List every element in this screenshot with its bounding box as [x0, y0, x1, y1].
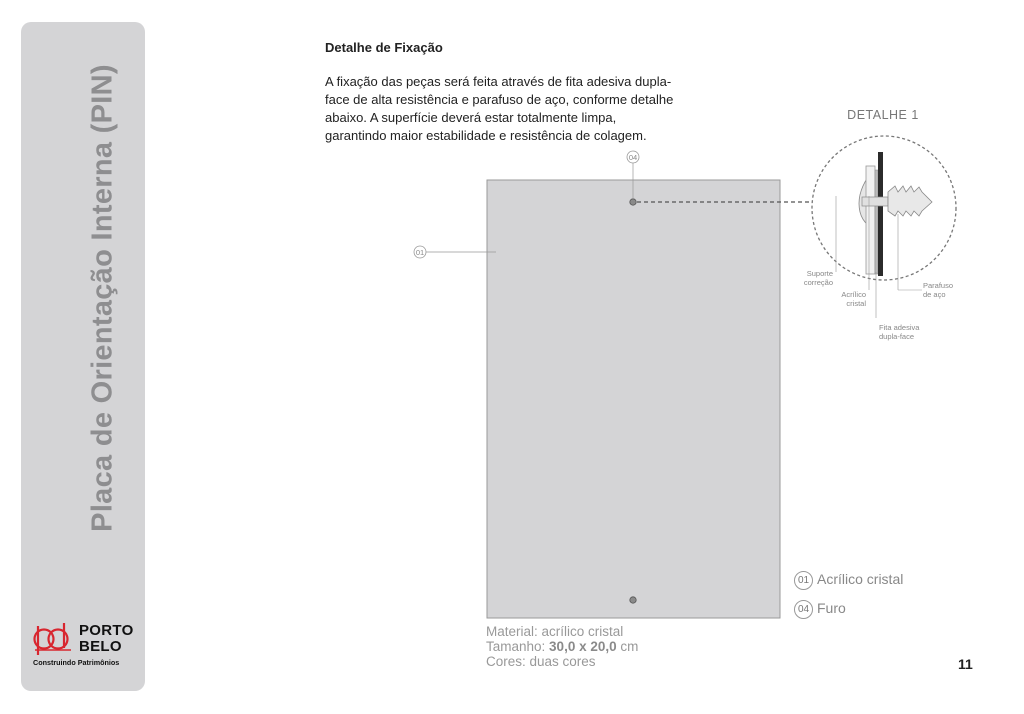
- detail-circle: [812, 136, 956, 280]
- callout-04-text: 04: [628, 153, 638, 162]
- logo-word-belo: BELO: [79, 638, 122, 655]
- document-title: Placa de Orientação Interna (PIN): [86, 64, 119, 532]
- screw-shank: [862, 197, 888, 206]
- logo-tagline: Construindo Patrimônios: [33, 658, 120, 667]
- label-fita-1: Fita adesiva: [879, 323, 920, 332]
- wall-layer: [878, 152, 883, 276]
- legend-number: 04: [794, 600, 813, 619]
- legend-label: Furo: [817, 600, 846, 617]
- acrylic-plate: [487, 180, 780, 618]
- label-acrilico-1: Acrílico: [841, 290, 866, 299]
- spec-material: Material: acrílico cristal: [486, 624, 624, 639]
- page-number: 11: [958, 656, 973, 672]
- label-suporte-2: correção: [803, 278, 833, 287]
- spec-size-unit: cm: [616, 639, 639, 654]
- acrylic-layer: [866, 166, 875, 274]
- label-suporte-1: Suporte: [806, 269, 833, 278]
- section-heading: Detalhe de Fixação: [325, 40, 443, 55]
- legend-item: [794, 571, 903, 590]
- label-parafuso-2: de aço: [923, 290, 946, 299]
- tape-layer: [875, 170, 878, 274]
- logo-word-porto: PORTO: [79, 622, 134, 639]
- label-parafuso-1: Parafuso: [923, 281, 954, 290]
- spec-size-prefix: Tamanho:: [486, 639, 550, 654]
- hole-bottom: [630, 597, 636, 603]
- legend-item: [794, 600, 846, 619]
- detail-title: DETALHE 1: [847, 108, 919, 122]
- hole-top: [630, 199, 636, 205]
- callout-01-text: 01: [415, 248, 425, 257]
- spec-size: [486, 639, 638, 654]
- spec-size-value: 30,0 x 20,0: [549, 639, 617, 654]
- label-fita-2: dupla-face: [879, 332, 915, 341]
- legend-label: Acrílico cristal: [817, 571, 904, 588]
- legend-number: 01: [794, 571, 813, 590]
- description-paragraph: A fixação das peças será feita através de fita adesiva dupla-face de alta resistência e parafuso de aço, conforme detalhe abaixo. A superfície deverá estar totalmente limpa, garantindo maior estabilidade e resistência de colagem.: [325, 74, 674, 143]
- spec-colors: Cores: duas cores: [486, 654, 596, 669]
- label-acrilico-2: cristal: [846, 299, 866, 308]
